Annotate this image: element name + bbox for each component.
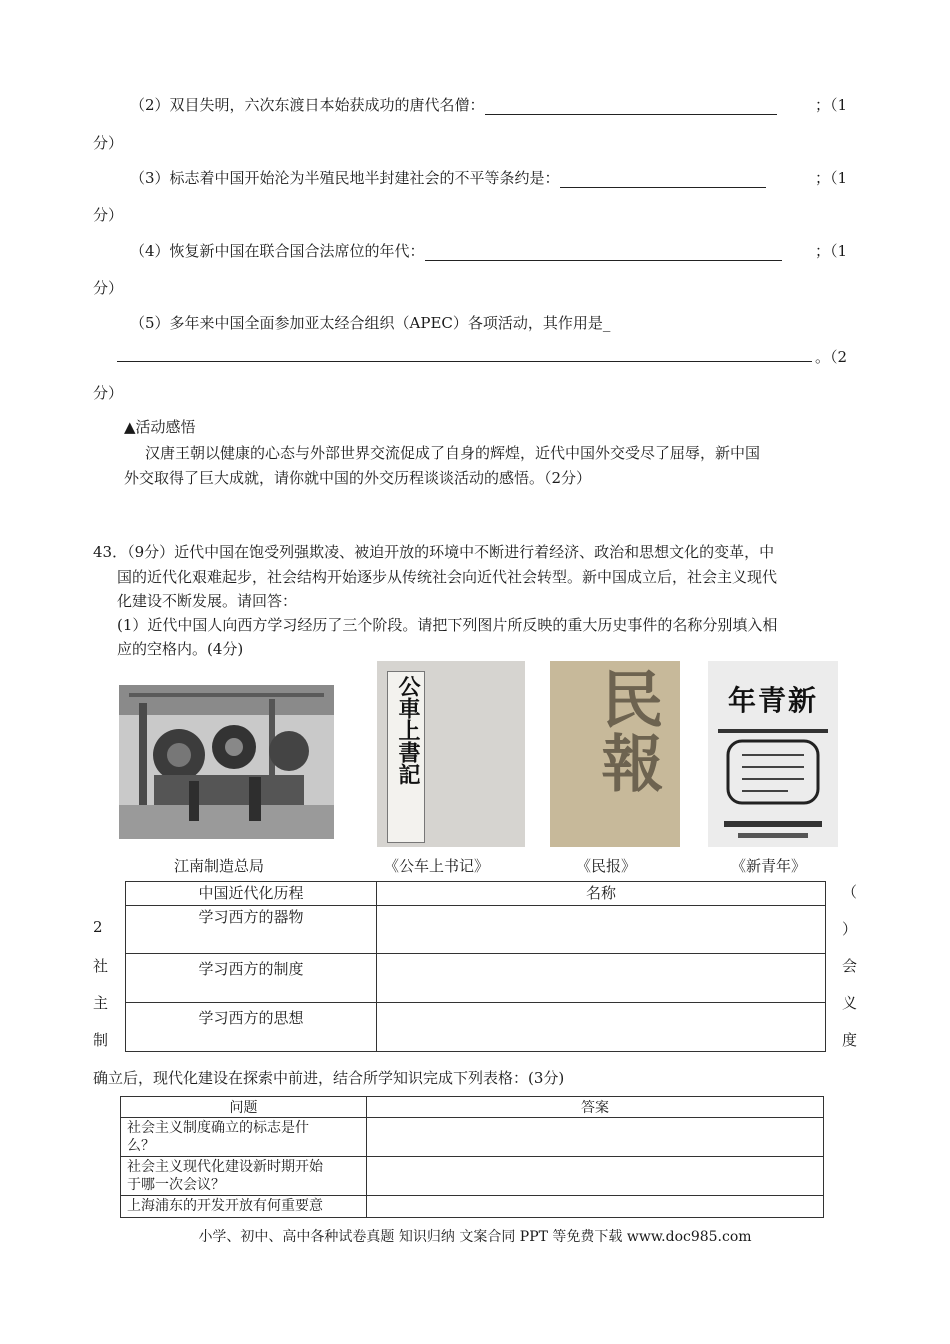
question-4	[130, 240, 782, 261]
question-3-text: （3）标志着中国开始沦为半殖民地半封建社会的不平等条约是：	[130, 169, 560, 187]
side-right-5: 度	[842, 1031, 858, 1049]
new-youth-photo	[708, 661, 838, 847]
caption-minbao: 《民报》	[576, 857, 637, 875]
caption-gongche: 《公车上书记》	[384, 857, 490, 875]
question-3	[130, 167, 766, 188]
points-5-wrap: 分）	[93, 384, 124, 402]
table-row	[121, 1157, 824, 1196]
points-4-wrap: 分）	[93, 279, 124, 297]
table2-answer-2[interactable]	[367, 1157, 824, 1196]
points-2: ；（1	[815, 96, 848, 114]
table1-answer-systems[interactable]	[377, 954, 826, 1003]
jiangnan-arsenal-photo	[119, 685, 334, 839]
table2-question-2-line-2: 于哪一次会议？	[127, 1177, 225, 1193]
points-3-wrap: 分）	[93, 206, 124, 224]
caption-jiangnan: 江南制造总局	[174, 857, 265, 875]
side-left-4: 制	[93, 1031, 109, 1049]
table2-answer-1[interactable]	[367, 1118, 824, 1157]
question-5-text: （5）多年来中国全面参加亚太经合组织（APEC）各项活动，其作用是_	[130, 314, 611, 332]
question-2	[130, 94, 777, 115]
caption-new-youth: 《新青年》	[731, 857, 807, 875]
table-row	[121, 1118, 824, 1157]
answer-blank-4[interactable]	[425, 260, 782, 261]
table1-row-ideas: 学习西方的思想	[126, 1003, 377, 1052]
side-left-1: 2	[93, 918, 103, 936]
book2-title: 公車上書記	[395, 675, 421, 785]
side-left-2: 社	[93, 957, 109, 975]
table2-question-1-line-1: 社会主义制度确立的标志是什	[127, 1120, 309, 1136]
table2-header-answer: 答案	[367, 1097, 824, 1118]
question-2-text: （2）双目失明，六次东渡日本始获成功的唐代名僧：	[130, 96, 485, 114]
side-right-2: ）	[842, 920, 858, 938]
q43-sub2-text: 确立后，现代化建设在探索中前进，结合所学知识完成下列表格：(3分)	[93, 1069, 565, 1087]
side-right-4: 义	[842, 994, 858, 1012]
table-row	[121, 1196, 824, 1218]
book3-title: 民報	[591, 667, 664, 795]
table2-question-1	[121, 1118, 367, 1157]
side-left-3: 主	[93, 994, 109, 1012]
modernization-table	[125, 881, 826, 1052]
answer-blank-5[interactable]	[117, 341, 812, 362]
table2-question-2-line-1: 社会主义现代化建设新时期开始	[127, 1159, 323, 1175]
table2-question-3	[121, 1196, 367, 1218]
gongche-shangshu-book-photo	[377, 661, 525, 847]
book4-title: 年青新	[727, 684, 818, 717]
q43-sub1-line-2: 应的空格内。(4分)	[117, 640, 244, 658]
q43-line-1: 43．（9分）近代中国在饱受列强欺凌、被迫开放的环境中不断进行着经济、政治和思想文化的变革，中	[93, 543, 775, 561]
table2-header-question: 问题	[121, 1097, 367, 1118]
q43-line-2: 国的近代化艰难起步，社会结构开始逐步从传统社会向近代社会转型。新中国成立后，社会主义现代	[117, 568, 778, 586]
table2-question-2	[121, 1157, 367, 1196]
q43-line-3: 化建设不断发展。请回答：	[117, 592, 298, 610]
table1-header-stage: 中国近代化历程	[126, 882, 377, 906]
q43-sub1-line-1: (1）近代中国人向西方学习经历了三个阶段。请把下列图片所反映的重大历史事件的名称分别填入相	[117, 616, 778, 634]
reflection-line-1: 汉唐王朝以健康的心态与外部世界交流促成了自身的辉煌，近代中国外交受尽了屈辱，新中国	[145, 444, 761, 462]
table1-answer-ideas[interactable]	[377, 1003, 826, 1052]
points-4: ；（1	[815, 242, 848, 260]
reflection-title: ▲活动感悟	[124, 418, 196, 436]
points-2-wrap: 分）	[93, 134, 124, 152]
table2-question-1-line-2: 么？	[127, 1138, 155, 1154]
question-4-text: （4）恢复新中国在联合国合法席位的年代：	[130, 242, 425, 260]
table1-answer-objects[interactable]	[377, 906, 826, 954]
answer-blank-3[interactable]	[560, 187, 766, 188]
table1-header-name: 名称	[377, 882, 826, 906]
table1-row-systems: 学习西方的制度	[126, 954, 377, 1003]
points-5: 。（2	[815, 348, 848, 366]
answer-blank-2[interactable]	[485, 114, 777, 115]
side-right-1: （	[842, 883, 858, 901]
page-footer: 小学、初中、高中各种试卷真题 知识归纳 文案合同 PPT 等免费下载 www.doc985.com	[198, 1229, 752, 1245]
side-right-3: 会	[842, 957, 858, 975]
points-3: ；（1	[815, 169, 848, 187]
table2-question-3-line-1: 上海浦东的开发开放有何重要意	[127, 1198, 323, 1214]
min-bao-photo	[550, 661, 680, 847]
socialism-table	[120, 1096, 824, 1218]
table2-answer-3[interactable]	[367, 1196, 824, 1218]
reflection-line-2: 外交取得了巨大成就，请你就中国的外交历程谈谈活动的感悟。（2分）	[124, 469, 592, 487]
table1-row-objects: 学习西方的器物	[126, 906, 377, 954]
